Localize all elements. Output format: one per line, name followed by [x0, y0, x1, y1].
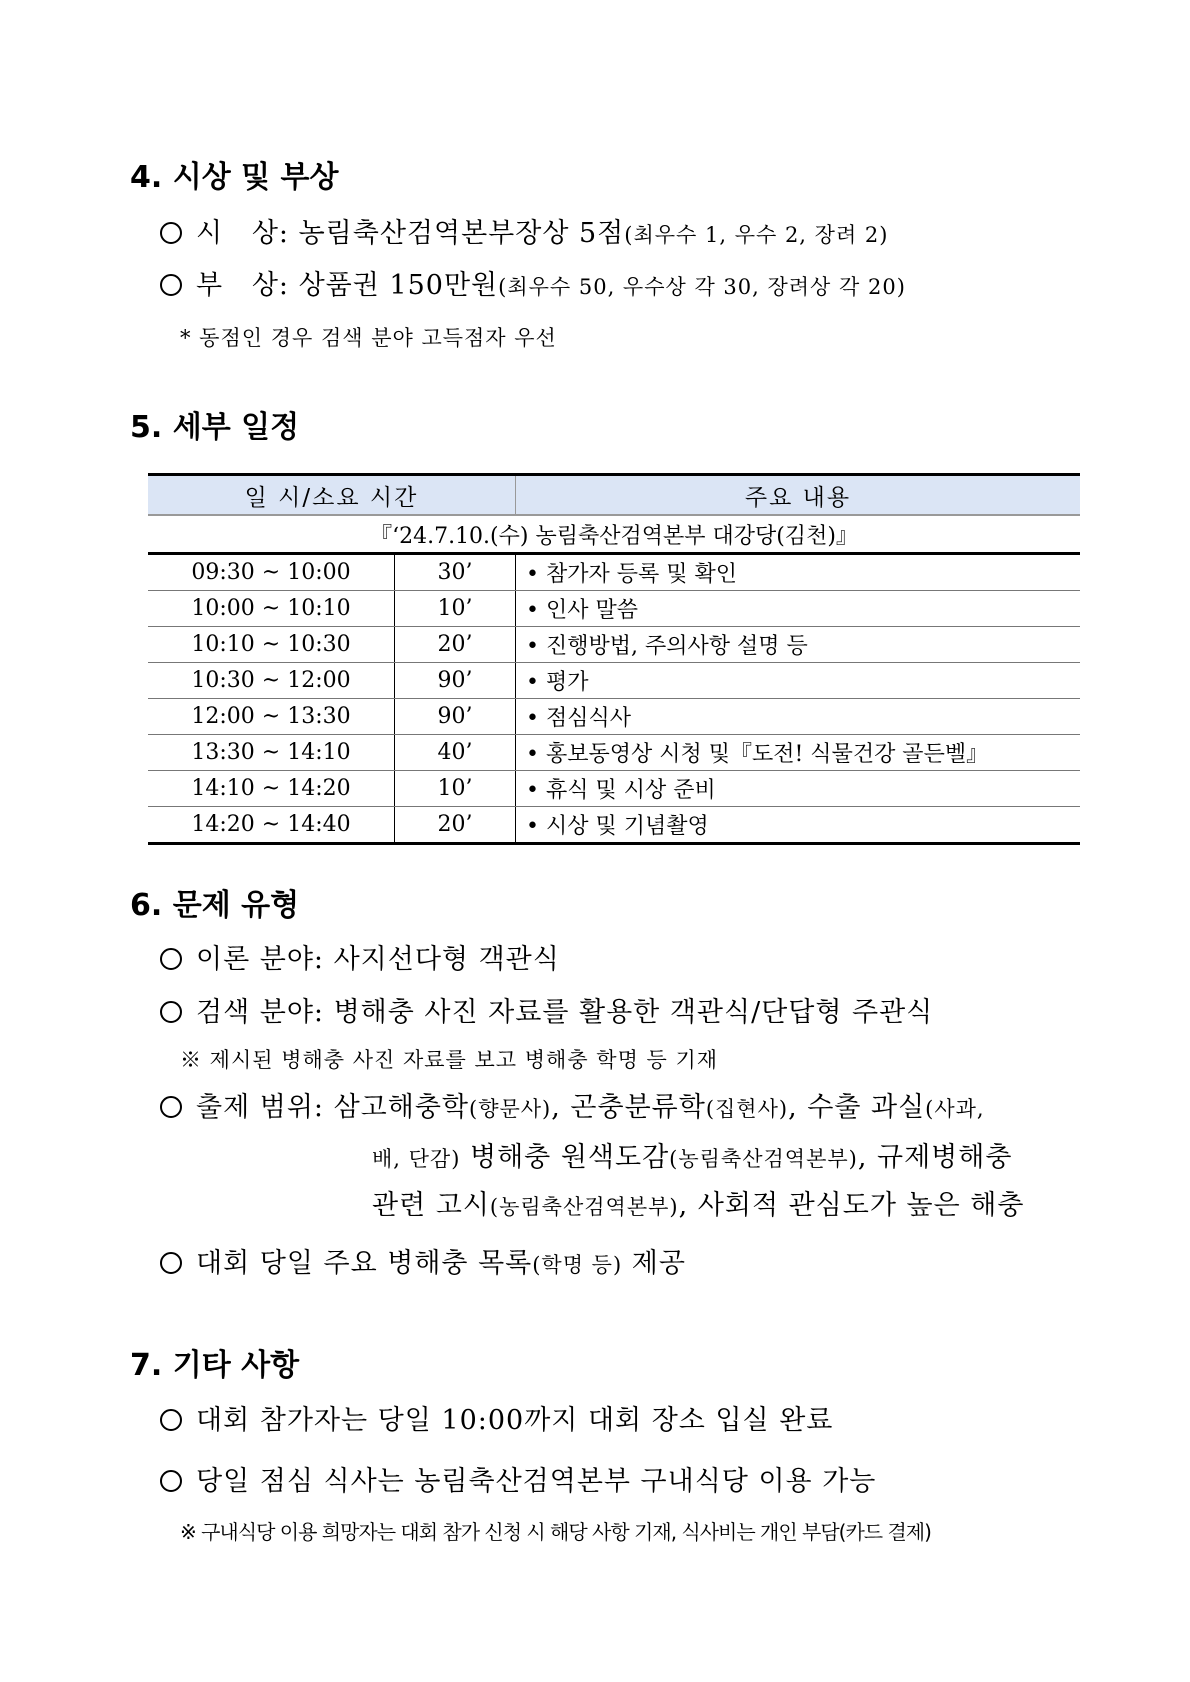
table-row — [148, 771, 1080, 807]
section-6-heading: 6. 문제 유형 — [130, 888, 300, 923]
fruit-list: (사과, — [925, 1097, 985, 1121]
table-row — [148, 699, 1080, 735]
scope-text: , 사회적 관심도가 높은 해충 — [678, 1190, 1025, 1221]
header-time: 일 시/소요 시간 — [148, 475, 516, 516]
table-row — [148, 663, 1080, 699]
duration-cell: 90’ — [395, 699, 516, 735]
prize-detail: (최우수 50, 우수상 각 30, 장려상 각 20) — [498, 275, 906, 299]
section-7-heading: 7. 기타 사항 — [130, 1348, 300, 1383]
scope-text: , 수출 과실 — [788, 1092, 926, 1123]
search-note: ※ 제시된 병해충 사진 자료를 보고 병해충 학명 등 기재 — [180, 1048, 719, 1072]
prize-text: 부 상: 상품권 150만원 — [196, 270, 499, 301]
theory-text: 이론 분야: 사지선다형 객관식 — [196, 944, 560, 975]
scope-text: , 규제병해충 — [857, 1142, 1013, 1173]
table-row — [148, 554, 1080, 591]
theory-line — [160, 946, 560, 973]
scope-text: 관련 고시 — [372, 1190, 490, 1221]
circle-bullet-icon — [160, 1409, 182, 1431]
content-cell: • 참가자 등록 및 확인 — [516, 554, 1081, 591]
circle-bullet-icon — [160, 222, 182, 244]
scope-line — [160, 1094, 985, 1121]
award-line — [160, 220, 888, 247]
lunch-text: 당일 점심 식사는 농림축산검역본부 구내식당 이용 가능 — [196, 1466, 877, 1497]
circle-bullet-icon — [160, 948, 182, 970]
time-cell: 09:30 ~ 10:00 — [148, 554, 395, 591]
fruit-list: 배, 단감) — [372, 1147, 461, 1171]
duration-cell: 10’ — [395, 591, 516, 627]
section-4-heading: 4. 시상 및 부상 — [130, 160, 339, 195]
prize-line — [160, 272, 906, 299]
schedule-table — [148, 473, 1080, 845]
time-cell: 14:20 ~ 14:40 — [148, 807, 395, 844]
publisher: (향문사) — [469, 1097, 552, 1121]
lunch-line — [160, 1468, 876, 1495]
content-cell: • 진행방법, 주의사항 설명 등 — [516, 627, 1081, 663]
publisher: (농림축산검역본부) — [669, 1147, 858, 1171]
scope-text: , 곤충분류학 — [551, 1092, 706, 1123]
content-cell: • 휴식 및 시상 준비 — [516, 771, 1081, 807]
header-content: 주요 내용 — [516, 475, 1081, 516]
time-cell: 12:00 ~ 13:30 — [148, 699, 395, 735]
tie-note: * 동점인 경우 검색 분야 고득점자 우선 — [180, 326, 557, 350]
award-text: 시 상: 농림축산검역본부장상 5점 — [196, 218, 625, 249]
list-text: 제공 — [622, 1248, 686, 1279]
list-text: 대회 당일 주요 병해충 목록 — [196, 1248, 533, 1279]
table-row — [148, 591, 1080, 627]
duration-cell: 30’ — [395, 554, 516, 591]
section-5-heading: 5. 세부 일정 — [130, 410, 300, 445]
duration-cell: 20’ — [395, 807, 516, 844]
circle-bullet-icon — [160, 274, 182, 296]
time-cell: 10:30 ~ 12:00 — [148, 663, 395, 699]
table-row — [148, 807, 1080, 844]
content-cell: • 점심식사 — [516, 699, 1081, 735]
duration-cell: 20’ — [395, 627, 516, 663]
publisher: (농림축산검역본부) — [489, 1195, 679, 1219]
circle-bullet-icon — [160, 1096, 182, 1118]
cafeteria-note: ※ 구내식당 이용 희망자는 대회 참가 신청 시 해당 사항 기재, 식사비는 개인 부담(카드 결제) — [180, 1520, 931, 1544]
time-cell: 13:30 ~ 14:10 — [148, 735, 395, 771]
time-cell: 10:10 ~ 10:30 — [148, 627, 395, 663]
scope-text: 출제 범위: 삼고해충학 — [196, 1092, 469, 1123]
content-cell: • 홍보동영상 시청 및『도전! 식물건강 골든벨』 — [516, 735, 1081, 771]
search-line — [160, 999, 933, 1026]
arrival-line — [160, 1407, 833, 1434]
list-detail: (학명 등) — [532, 1253, 623, 1277]
content-cell: • 시상 및 기념촬영 — [516, 807, 1081, 844]
table-row — [148, 735, 1080, 771]
content-cell: • 인사 말씀 — [516, 591, 1081, 627]
time-cell: 10:00 ~ 10:10 — [148, 591, 395, 627]
publisher: (집현사) — [705, 1097, 789, 1121]
time-cell: 14:10 ~ 14:20 — [148, 771, 395, 807]
award-detail: (최우수 1, 우수 2, 장려 2) — [624, 223, 889, 247]
date-venue-row: 『‘24.7.10.(수) 농림축산검역본부 대강당(김천)』 — [148, 515, 1080, 554]
table-row — [148, 627, 1080, 663]
duration-cell: 90’ — [395, 663, 516, 699]
scope-line-2 — [372, 1144, 1012, 1171]
scope-text: 병해충 원색도감 — [460, 1142, 670, 1173]
duration-cell: 10’ — [395, 771, 516, 807]
scope-line-3 — [372, 1192, 1024, 1219]
circle-bullet-icon — [160, 1470, 182, 1492]
circle-bullet-icon — [160, 1252, 182, 1274]
duration-cell: 40’ — [395, 735, 516, 771]
arrival-text: 대회 참가자는 당일 10:00까지 대회 장소 입실 완료 — [196, 1405, 834, 1436]
search-text: 검색 분야: 병해충 사진 자료를 활용한 객관식/단답형 주관식 — [196, 997, 934, 1028]
content-cell: • 평가 — [516, 663, 1081, 699]
list-line — [160, 1250, 686, 1277]
circle-bullet-icon — [160, 1001, 182, 1023]
